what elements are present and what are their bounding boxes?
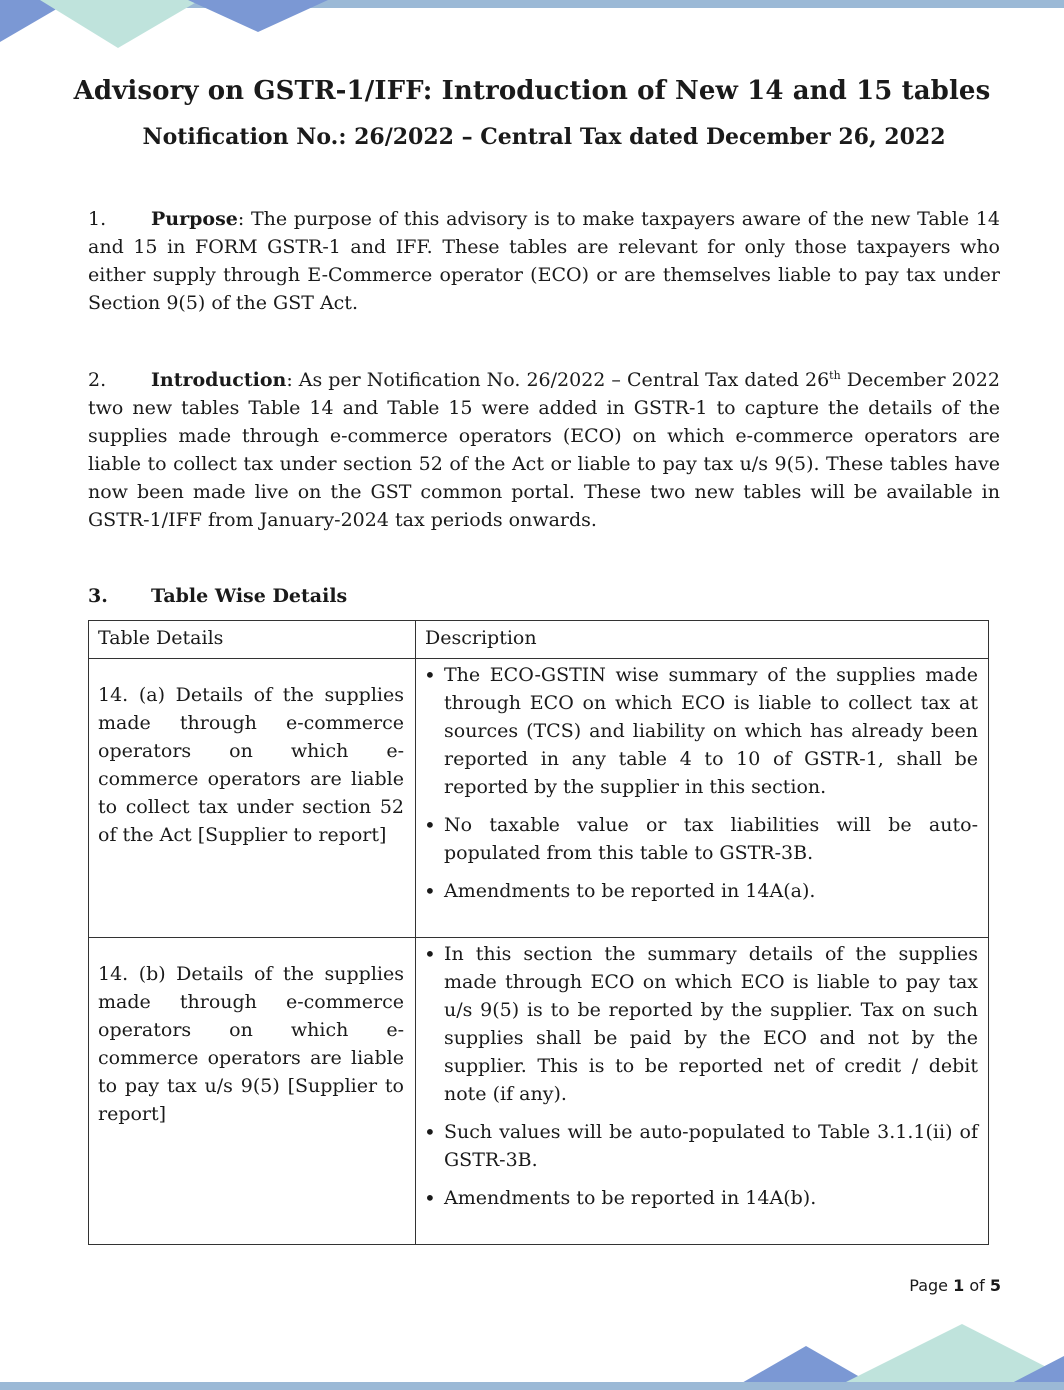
section-label: Table Wise Details xyxy=(151,585,348,607)
section-purpose xyxy=(88,205,1000,317)
bullet-item: • Amendments to be reported in 14A(b). xyxy=(444,1184,978,1212)
row-table-details: 14. (b) Details of the supplies made through e-commerce operators on which e-commerce operators are liable to pay tax u/s 9(5) [Supplier to report] xyxy=(89,938,416,1245)
section-text: : As per Notification No. 26/2022 – Central Tax dated 26 xyxy=(286,369,830,391)
section-number: 1. xyxy=(88,208,107,230)
page-word: Page xyxy=(909,1276,949,1295)
bullet-item: • No taxable value or tax liabilities will be auto-populated from this table to GSTR-3B. xyxy=(444,811,978,867)
current-page: 1 xyxy=(953,1276,965,1295)
row-description xyxy=(416,659,989,938)
ordinal-suffix: th xyxy=(829,369,841,382)
bullet-item: • Amendments to be reported in 14A(a). xyxy=(444,877,978,905)
section-label: Introduction xyxy=(151,369,287,391)
header-description: Description xyxy=(416,621,989,659)
section-number: 3. xyxy=(88,585,108,607)
table-row xyxy=(89,938,989,1245)
row-table-details: 14. (a) Details of the supplies made through e-commerce operators on which e-commerce operators are liable to collect tax under section 52 of the Act [Supplier to report] xyxy=(89,659,416,938)
total-pages: 5 xyxy=(989,1276,1001,1295)
section-number: 2. xyxy=(88,369,107,391)
of-word: of xyxy=(969,1276,985,1295)
bullet-item: • The ECO-GSTIN wise summary of the supplies made through ECO on which ECO is liable to collect tax at sources (TCS) and liability on which has already been reported in any table 4 to 10 of GSTR-1, shall be reported by the supplier in this section. xyxy=(444,661,978,801)
table-header-row xyxy=(89,621,989,659)
section-table-wise-heading xyxy=(88,582,1000,610)
bullet-item: • Such values will be auto-populated to Table 3.1.1(ii) of GSTR-3B. xyxy=(444,1118,978,1174)
section-introduction xyxy=(88,366,1000,534)
top-decorative-band xyxy=(0,0,1064,50)
bottom-decorative-band xyxy=(0,1320,1064,1390)
notification-subtitle: Notification No.: 26/2022 – Central Tax dated December 26, 2022 xyxy=(142,124,946,150)
bullet-item: • In this section the summary details of the supplies made through ECO on which ECO is liable to pay tax u/s 9(5) is to be reported by the supplier. Tax on such supplies shall be paid by the ECO and not by the supplier. This is to be reported net of credit / debit note (if any). xyxy=(444,940,978,1108)
section-text: : The purpose of this advisory is to make taxpayers aware of the new Table 14 and 15 in FORM GSTR-1 and IFF. These tables are relevant for only those taxpayers who either supply through E-Commerce operator (ECO) or are themselves liable to pay tax under Section 9(5) of the GST Act. xyxy=(88,208,1000,314)
row-description xyxy=(416,938,989,1245)
page-number xyxy=(909,1276,1001,1295)
document-title: Advisory on GSTR-1/IFF: Introduction of New 14 and 15 tables xyxy=(73,76,991,106)
section-label: Purpose xyxy=(151,208,238,230)
section-text-continued: December 2022 two new tables Table 14 and Table 15 were added in GSTR-1 to capture the details of the supplies made through e-commerce operators (ECO) on which e-commerce operators are liable to collect tax under section 52 of the Act or liable to pay tax u/s 9(5). These tables have now been made live on the GST common portal. These two new tables will be available in GSTR-1/IFF from January-2024 tax periods onwards. xyxy=(88,369,1000,531)
header-table-details: Table Details xyxy=(89,621,416,659)
table-wise-details xyxy=(88,620,989,1245)
table-row xyxy=(89,659,989,938)
